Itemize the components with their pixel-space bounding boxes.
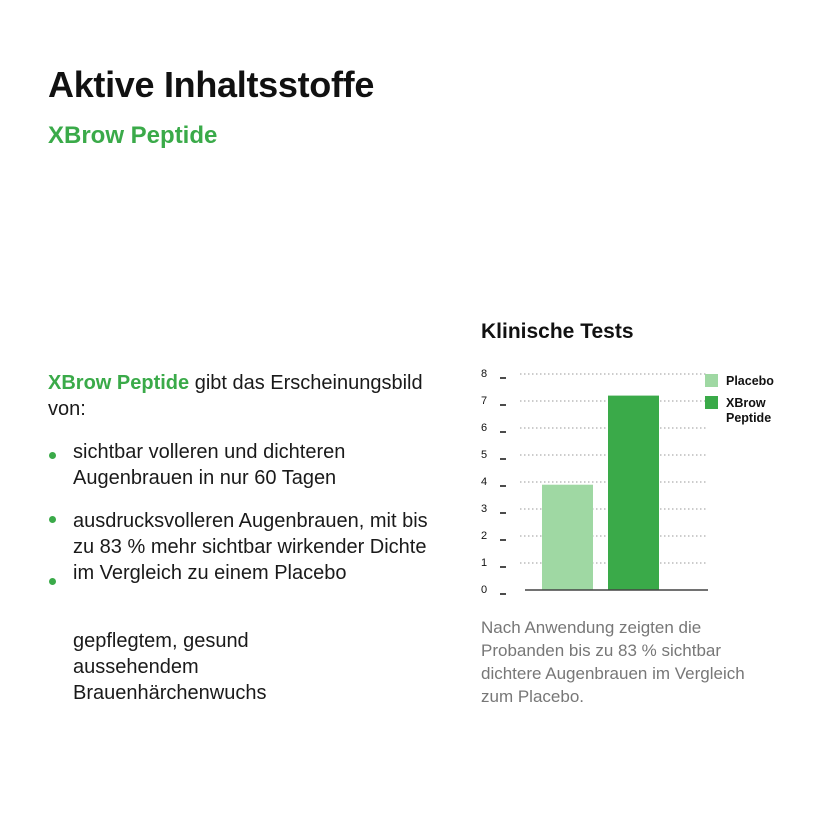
y-tick-label: 7 [480,395,488,407]
intro-body: gibt das Erscheinungsbild von: [48,372,423,420]
page-subtitle: XBrow Peptide [48,122,218,149]
bullet-dot [49,516,56,523]
benefit-item: ausdrucksvolleren Augenbrauen, mit bis zu 83 % mehr sichtbar wirkender Dichte im Vergleich zu einem Placebo [73,510,428,584]
y-tick-label: 4 [480,476,488,488]
benefit-item: sichtbar volleren und dichteren Augenbrauen in nur 60 Tagen [73,441,346,489]
bar-chart [470,360,800,610]
chart-title: Klinische Tests [481,320,634,343]
bar-xbrow-peptide [608,396,659,590]
y-tick-label: 3 [480,503,488,515]
y-tick-label: 0 [480,584,488,596]
legend-label-placebo: Placebo [726,374,774,388]
y-tick-label: 2 [480,530,488,542]
benefit-item: gepflegtem, gesund aussehendem Brauenhärchenwuchs [73,630,267,704]
y-tick-label: 1 [480,557,488,569]
chart-caption: Nach Anwendung zeigten die Probanden bis zu 83 % sichtbar dichtere Augenbrauen im Vergleich zum Placebo. [481,618,745,706]
legend-swatch-placebo [705,374,718,387]
y-tick-label: 5 [480,449,488,461]
bullet-dot [49,578,56,585]
legend-label-xbrow-peptide: XBrow Peptide [726,396,772,425]
intro-brand: XBrow Peptide [48,372,190,394]
legend-swatch-xbrow-peptide [705,396,718,409]
bar-placebo [542,485,593,590]
y-tick-label: 6 [480,422,488,434]
y-tick-label: 8 [480,368,488,380]
intro-text [48,370,428,422]
page-title: Aktive Inhaltsstoffe [48,64,375,105]
bullet-dot [49,452,56,459]
